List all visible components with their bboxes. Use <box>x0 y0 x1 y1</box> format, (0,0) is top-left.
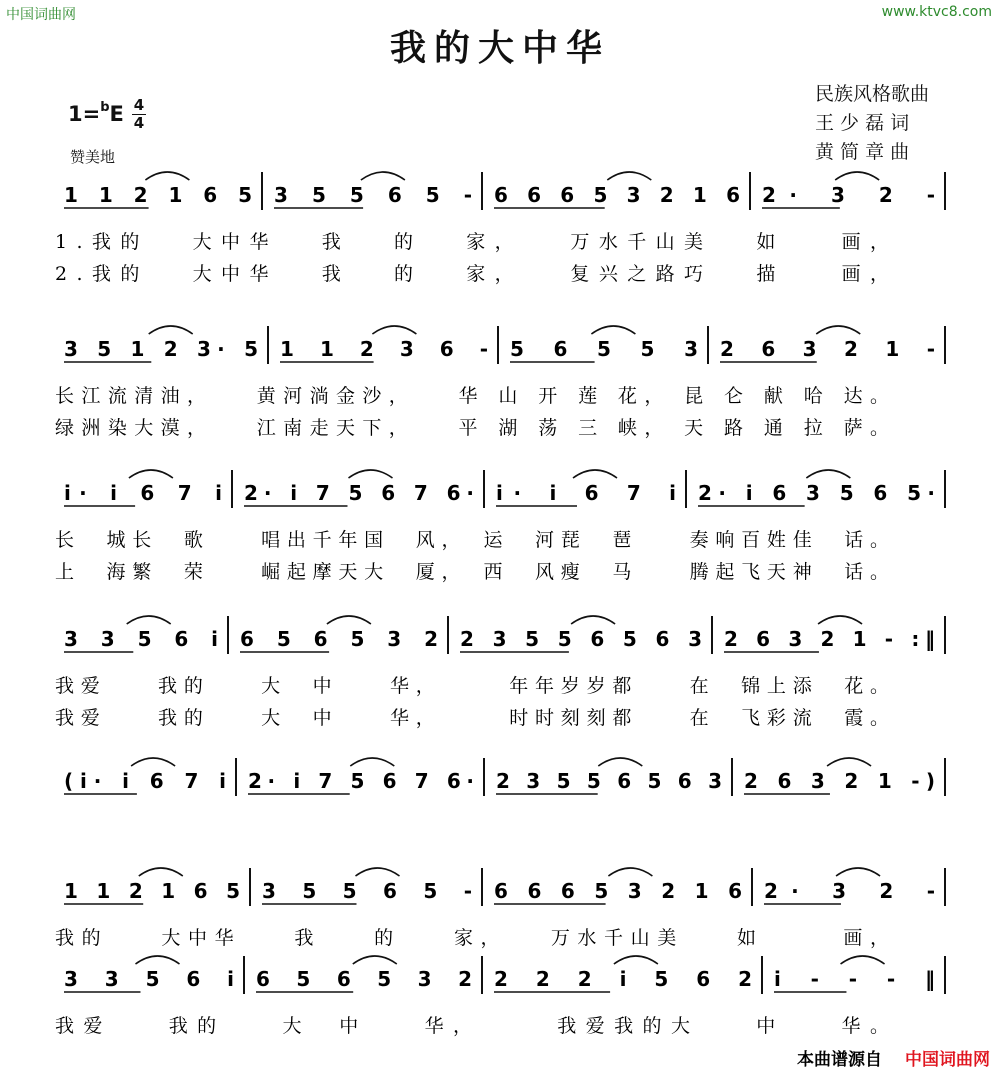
measure-notes: 2 3 5 5 6 5 6 3 <box>496 769 722 793</box>
measure-notes: 3 3 5 6 i <box>64 627 218 651</box>
meter-top: 4 <box>133 96 145 114</box>
slur <box>608 868 652 876</box>
measure-notes: 2 6 3 2 1 - :‖ <box>724 627 935 651</box>
measure-notes: 2· 3 2 - <box>764 879 935 903</box>
slur <box>818 616 862 624</box>
meter-bottom: 4 <box>133 114 145 132</box>
lyric-line: 我的 大中华 我 的 家， 万水千山美 如 画， <box>55 927 890 949</box>
expression-mark: 赞美地 <box>70 148 116 166</box>
slur <box>607 172 651 180</box>
measure-notes: 5 6 5 5 3 <box>510 337 698 361</box>
footer-site: 中国词曲网 <box>905 1050 990 1070</box>
credit-composer: 黄 简 章 曲 <box>815 141 910 163</box>
watermark-left: 中国词曲网 <box>6 7 76 23</box>
measure-notes: 3 5 5 6 5 - <box>262 879 472 903</box>
watermark-right: www.ktvc8.com <box>881 4 992 20</box>
measure-notes: 3 5 1 2 3· 5 <box>64 337 258 361</box>
measure-notes: (i· i 6 7 i <box>64 769 226 793</box>
lyric-line: 长江流清油， 黄河淌金沙， 华 山 开 莲 花， 昆 仑 献 哈 达。 <box>55 385 890 407</box>
slur <box>816 326 860 334</box>
measure-notes: 2 6 3 2 1 -) <box>744 769 935 793</box>
slur <box>145 172 189 180</box>
slur <box>129 470 173 478</box>
measure-notes: 2 3 5 5 6 5 6 3 <box>460 627 702 651</box>
key-prefix: 1= <box>68 102 101 126</box>
measure-notes: 6 5 6 5 3 2 <box>256 967 472 991</box>
measure-notes: 2· i 7 5 6 7 6· <box>248 769 474 793</box>
slur <box>573 470 617 478</box>
slur <box>836 868 880 876</box>
measure-notes: 2· 3 2 - <box>762 183 935 207</box>
slur <box>841 956 885 964</box>
measure-notes: 2· i 6 3 5 6 5· <box>698 481 935 505</box>
slur <box>806 470 850 478</box>
lyric-line: 长 城长 歌 唱出千年国 风， 运 河琵 琶 奏响百姓佳 话。 <box>55 529 890 551</box>
measure-notes: i - - - ‖ <box>774 967 935 991</box>
slur <box>349 470 393 478</box>
slur <box>127 616 171 624</box>
lyric-line: 2.我的 大中华 我 的 家， 复兴之路巧 描 画， <box>55 263 890 285</box>
lyric-line: 我爱 我的 大 中 华， 我爱我的大 中 华。 <box>55 1015 890 1037</box>
credit-lyricist: 王 少 磊 词 <box>815 112 910 134</box>
slur <box>353 956 397 964</box>
lyric-line: 绿洲染大漠， 江南走天下， 平 湖 荡 三 峡， 天 路 通 拉 萨。 <box>55 417 890 439</box>
slur <box>136 956 180 964</box>
credit-genre: 民族风格歌曲 <box>815 83 930 105</box>
measure-notes: 2 2 2 i 5 6 2 <box>494 967 752 991</box>
measure-notes: 1 1 2 3 6 - <box>280 337 488 361</box>
slur <box>827 758 871 766</box>
measure-notes: 6 5 6 5 3 2 <box>240 627 438 651</box>
slur <box>350 758 394 766</box>
measure-notes: 2 6 3 2 1 - <box>720 337 935 361</box>
slur <box>131 758 175 766</box>
measure-notes: 3 3 5 6 i <box>64 967 234 991</box>
measure-notes: 1 1 2 1 6 5 <box>64 879 240 903</box>
lyric-line: 我爱 我的 大 中 华， 时时刻刻都 在 飞彩流 霞。 <box>55 707 890 729</box>
slur <box>571 616 615 624</box>
song-title: 我的大中华 <box>389 27 610 69</box>
measure-notes: i· i 6 7 i <box>64 481 222 505</box>
slur <box>598 758 642 766</box>
slur <box>835 172 879 180</box>
measure-notes: i· i 6 7 i <box>496 481 676 505</box>
measure-notes: 6 6 6 5 3 2 1 6 <box>494 183 740 207</box>
slur <box>327 616 371 624</box>
slur <box>139 868 183 876</box>
slur <box>149 326 193 334</box>
lyric-line: 上 海繁 荣 崛起摩天大 厦， 西 风瘦 马 腾起飞天神 话。 <box>55 561 890 583</box>
measure-notes: 1 1 2 1 6 5 <box>64 183 252 207</box>
flat-sign: b <box>100 100 110 115</box>
slur <box>356 868 400 876</box>
slur <box>591 326 635 334</box>
lyric-line: 1.我的 大中华 我 的 家， 万水千山美 如 画， <box>55 231 890 253</box>
measure-notes: 2· i 7 5 6 7 6· <box>244 481 474 505</box>
slur <box>614 956 658 964</box>
slur <box>361 172 405 180</box>
measure-notes: 3 5 5 6 5 - <box>274 183 472 207</box>
slur <box>372 326 416 334</box>
measure-notes: 6 6 6 5 3 2 1 6 <box>494 879 742 903</box>
key-note: E <box>109 102 124 126</box>
footer-source: 本曲谱源自 <box>797 1050 882 1070</box>
lyric-line: 我爱 我的 大 中 华， 年年岁岁都 在 锦上添 花。 <box>55 675 890 697</box>
